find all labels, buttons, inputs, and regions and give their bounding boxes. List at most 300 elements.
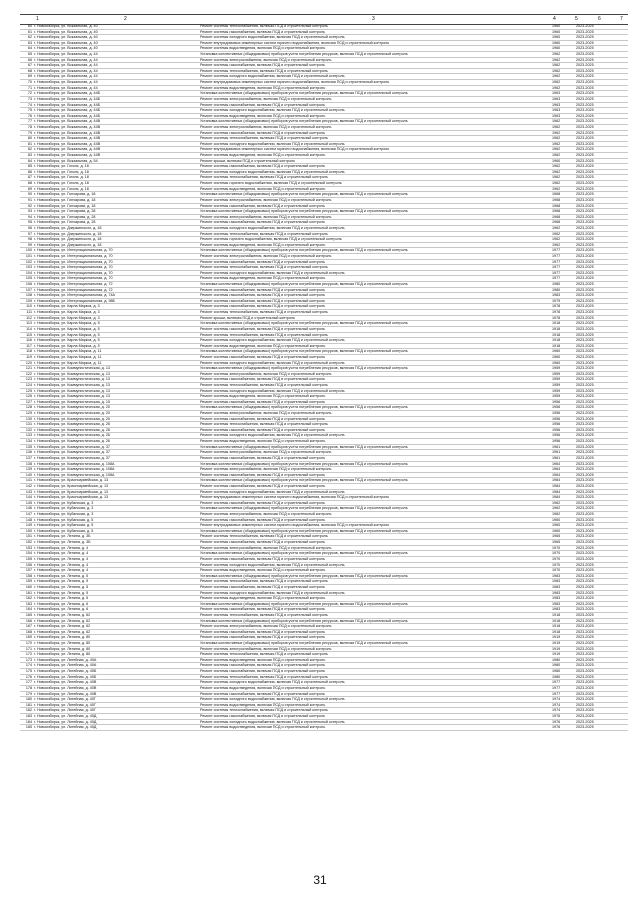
row-address: г. Новосибирск, ул. Гоголя, д. 18 xyxy=(34,181,89,186)
row-year: 1977 xyxy=(552,265,561,270)
row-year: 1962 xyxy=(552,85,561,90)
row-work-type: Ремонт системы водоотведения, включая ПСД и строительный контроль xyxy=(200,394,326,399)
row-address: г. Новосибирск, ул. Литейная, д. 40Б xyxy=(34,674,97,679)
row-work-type: Ремонт системы водоотведения, включая ПСД и строительный контроль xyxy=(200,568,326,573)
row-address: г. Новосибирск, ул. Дзержинского, д. 18 xyxy=(34,225,102,230)
row-work-type: Ремонт системы газоснабжения, включая ПСД и строительный контроль xyxy=(200,298,325,303)
header-col-3: 3 xyxy=(372,16,375,22)
row-work-type: Ремонт системы теплоснабжения, включая ПСД и строительный контроль xyxy=(200,231,328,236)
row-year: 1978 xyxy=(552,315,561,320)
row-work-type: Ремонт системы теплоснабжения, включая ПСД и строительный контроль xyxy=(200,708,328,713)
row-address: г. Новосибирск, ул. Коммунистическая, д. 20 xyxy=(34,405,110,410)
row-period: 2023-2025 xyxy=(576,383,594,387)
row-work-type: Ремонт системы теплоснабжения, включая ПСД и строительный контроль xyxy=(200,652,328,657)
row-work-type: Ремонт системы электроснабжения, включая ПСД и строительный контроль xyxy=(200,253,332,258)
row-work-type: Ремонт системы газоснабжения, включая ПСД и строительный контроль xyxy=(200,483,325,488)
row-number: 173 xyxy=(25,657,32,662)
table-body xyxy=(20,24,628,731)
row-work-type: Ремонт системы электроснабжения, включая ПСД и строительный контроль xyxy=(200,124,332,129)
row-number: 93 xyxy=(27,209,32,214)
row-address: г. Новосибирск, ул. Ленина, д. 80 xyxy=(34,646,91,651)
row-period: 2023-2025 xyxy=(576,534,594,539)
row-number: 72 xyxy=(27,91,32,96)
row-work-type: Ремонт системы газоснабжения, включая ПСД и строительный контроль xyxy=(200,354,325,359)
row-work-type: Ремонт системы холодного водоснабжения, включая ПСД и строительный контроль xyxy=(200,225,345,230)
row-year: 1918 xyxy=(552,332,561,337)
row-address: г. Новосибирск, ул. Коммунистическая, д. 20 xyxy=(34,416,110,421)
row-year: 1983 xyxy=(552,590,561,595)
header-col-4: 4 xyxy=(553,16,556,22)
row-year: 1918 xyxy=(552,612,561,617)
row-year: 1965 xyxy=(552,534,561,539)
row-year: 1919 xyxy=(552,652,561,657)
row-year: 1977 xyxy=(552,270,561,275)
row-period: 2023-2025 xyxy=(576,725,594,730)
row-year: 1962 xyxy=(552,147,561,152)
row-period: 2023-2025 xyxy=(576,119,594,124)
row-work-type: Ремонт внутридомовых инженерных систем горячего водоснабжения, включая ПСД и строительный контроль xyxy=(200,523,390,528)
row-address: г. Новосибирск, ул. Вокзальная, д. 44В xyxy=(34,136,101,141)
row-number: 114 xyxy=(26,326,32,331)
row-year: 1919 xyxy=(552,641,561,646)
row-work-type: Установка коллективных (общедомовых) приборов учета потребления ресурсов, включая ПСД и строительный контроль xyxy=(200,321,408,326)
row-number: 100 xyxy=(25,248,32,253)
row-address: г. Новосибирск, ул. Вокзальная, д. 40 xyxy=(34,29,98,34)
row-period: 2023-2025 xyxy=(576,197,594,202)
row-address: г. Новосибирск, ул. Ленина, д. 5 xyxy=(34,584,89,589)
row-period: 2023-2025 xyxy=(576,141,594,146)
row-year: 1963 xyxy=(552,91,561,96)
row-address: г. Новосибирск, ул. Кубанская, д. 3 xyxy=(34,512,94,517)
row-year: 1919 xyxy=(552,646,561,651)
row-year: 1963 xyxy=(552,113,561,118)
row-work-type: Ремонт системы электроснабжения, включая ПСД и строительный контроль xyxy=(200,96,332,101)
row-year: 1980 xyxy=(552,663,561,668)
row-period: 2023-2025 xyxy=(576,158,594,163)
row-year: 1962 xyxy=(552,74,561,79)
row-work-type: Установка коллективных (общедомовых) приборов учета потребления ресурсов, включая ПСД и строительный контроль xyxy=(200,119,408,124)
row-number: 179 xyxy=(25,691,32,696)
row-address: г. Новосибирск, ул. Вокзальная, д. 44 xyxy=(34,57,98,62)
row-work-type: Ремонт системы газоснабжения, включая ПСД и строительный контроль xyxy=(200,203,325,208)
row-work-type: Ремонт системы теплоснабжения, включая ПСД и строительный контроль xyxy=(200,612,328,617)
row-period: 2023-2025 xyxy=(576,584,594,589)
row-year: 1962 xyxy=(552,186,561,191)
row-period: 2023-2025 xyxy=(576,304,594,309)
row-year: 1962 xyxy=(552,237,561,242)
row-period: 2023-2025 xyxy=(576,276,594,281)
row-period: 2023-2025 xyxy=(576,635,594,640)
row-work-type: Ремонт системы газоснабжения, включая ПСД и строительный контроль xyxy=(200,607,325,612)
row-address: г. Новосибирск, ул. Гоголя, д. 18 xyxy=(34,175,89,180)
row-number: 107 xyxy=(25,287,32,292)
row-year: 1960 xyxy=(552,35,561,40)
row-number: 153 xyxy=(25,545,32,550)
row-year: 1956 xyxy=(552,405,561,410)
row-address: г. Новосибирск, ул. Коммунистическая, д. 13 xyxy=(34,394,110,399)
row-work-type: Установка коллективных (общедомовых) приборов учета потребления ресурсов, включая ПСД и строительный контроль xyxy=(200,551,408,556)
row-year: 1984 xyxy=(552,483,561,488)
row-period: 2023-2025 xyxy=(576,130,594,135)
row-period: 2023-2025 xyxy=(576,685,594,690)
row-address: г. Новосибирск, ул. Кубанская, д. 3 xyxy=(34,500,94,505)
row-number: 163 xyxy=(25,601,32,606)
row-number: 139 xyxy=(25,467,32,472)
row-work-type: Ремонт системы холодного водоснабжения, включая ПСД и строительный контроль xyxy=(200,338,345,343)
row-work-type: Установка коллективных (общедомовых) приборов учета потребления ресурсов, включая ПСД и строительный контроль xyxy=(200,248,408,253)
row-number: 147 xyxy=(25,512,32,517)
row-address: г. Новосибирск, ул. Коммунистическая, д. 26 xyxy=(34,427,110,432)
row-address: г. Новосибирск, ул. Коммунистическая, д. 20 xyxy=(34,411,110,416)
row-number: 68 xyxy=(27,68,32,73)
row-year: 1977 xyxy=(552,276,561,281)
row-address: г. Новосибирск, ул. Интернациональная, д. 72 xyxy=(34,287,113,292)
row-year: 1983 xyxy=(552,596,561,601)
row-period: 2023-2025 xyxy=(576,298,594,303)
row-address: г. Новосибирск, ул. Гончарова, д. 18 xyxy=(34,197,96,202)
row-address: г. Новосибирск, ул. Интернациональная, д. 70 xyxy=(34,265,113,270)
row-period: 2023-2025 xyxy=(576,674,594,679)
row-period: 2023-2025 xyxy=(576,35,594,40)
row-work-type: Установка коллективных (общедомовых) приборов учета потребления ресурсов, включая ПСД и строительный контроль xyxy=(200,209,408,214)
row-year: 1962 xyxy=(552,141,561,146)
row-work-type: Ремонт системы газоснабжения, включая ПСД и строительный контроль xyxy=(200,427,325,432)
row-work-type: Ремонт системы газоснабжения, включая ПСД и строительный контроль xyxy=(200,540,325,545)
row-period: 2023-2025 xyxy=(576,371,594,376)
row-period: 2023-2025 xyxy=(576,209,594,214)
row-number: 112 xyxy=(26,315,32,320)
row-work-type: Ремонт системы горячего водоснабжения, включая ПСД и строительный контроль xyxy=(200,181,342,186)
row-number: 108 xyxy=(25,293,32,298)
row-work-type: Ремонт системы газоснабжения, включая ПСД и строительный контроль xyxy=(200,669,325,674)
row-work-type: Ремонт системы газоснабжения, включая ПСД и строительный контроль xyxy=(200,63,325,68)
row-work-type: Ремонт системы теплоснабжения, включая ПСД и строительный контроль xyxy=(200,579,328,584)
row-number: 106 xyxy=(25,282,32,287)
row-address: г. Новосибирск, ул. Коммунистическая, д. 13 xyxy=(34,377,110,382)
row-number: 160 xyxy=(25,584,32,589)
row-work-type: Ремонт системы газоснабжения, включая ПСД и строительный контроль xyxy=(200,691,325,696)
row-year: 1960 xyxy=(552,517,561,522)
row-work-type: Ремонт системы водоотведения, включая ПСД и строительный контроль xyxy=(200,113,326,118)
row-year: 1959 xyxy=(552,366,561,371)
row-period: 2023-2025 xyxy=(576,343,594,348)
row-address: г. Новосибирск, ул. Коммунистическая, д. 37 xyxy=(34,450,110,455)
page-number: 31 xyxy=(313,873,327,887)
row-work-type: Ремонт системы водоотведения, включая ПСД и строительный контроль xyxy=(200,276,326,281)
header-col-1: 1 xyxy=(36,16,39,22)
row-work-type: Ремонт системы электроснабжения, включая ПСД и строительный контроль xyxy=(200,545,332,550)
row-address: г. Новосибирск, ул. Ленина, д. 3Б xyxy=(34,534,91,539)
row-number: 168 xyxy=(25,629,32,634)
row-period: 2023-2025 xyxy=(576,248,594,253)
row-address: г. Новосибирск, ул. Коммунистическая, д. 26 xyxy=(34,439,110,444)
row-year: 1968 xyxy=(552,197,561,202)
row-number: 78 xyxy=(27,124,32,129)
row-period: 2023-2025 xyxy=(576,483,594,488)
row-number: 129 xyxy=(25,411,32,416)
row-period: 2023-2025 xyxy=(576,225,594,230)
row-period: 2023-2025 xyxy=(576,321,594,326)
row-work-type: Ремонт системы водоотведения, включая ПСД и строительный контроль xyxy=(200,186,326,191)
row-number: 94 xyxy=(27,214,32,219)
row-number: 158 xyxy=(25,573,32,578)
row-address: г. Новосибирск, ул. Кубанская, д. 5 xyxy=(34,523,94,528)
row-number: 152 xyxy=(25,540,32,545)
row-number: 169 xyxy=(25,635,32,640)
row-period: 2023-2025 xyxy=(576,702,594,707)
row-period: 2023-2025 xyxy=(576,136,594,141)
row-period: 2023-2025 xyxy=(576,108,594,113)
row-period: 2023-2025 xyxy=(576,40,594,45)
row-number: 167 xyxy=(25,624,32,629)
row-work-type: Ремонт внутридомовых инженерных систем горячего водоснабжения, включая ПСД и строительный контроль xyxy=(200,147,390,152)
row-period: 2023-2025 xyxy=(576,540,594,545)
row-number: 185 xyxy=(25,725,32,730)
table-row xyxy=(20,725,628,731)
row-work-type: Ремонт системы газоснабжения, включая ПСД и строительный контроль xyxy=(200,455,325,460)
row-work-type: Установка коллективных (общедомовых) приборов учета потребления ресурсов, включая ПСД и строительный контроль xyxy=(200,641,408,646)
row-year: 1962 xyxy=(552,242,561,247)
row-period: 2023-2025 xyxy=(576,455,594,460)
header-col-6: 6 xyxy=(598,16,601,22)
row-number: 90 xyxy=(27,192,32,197)
row-year: 1956 xyxy=(552,427,561,432)
row-number: 142 xyxy=(25,483,32,488)
row-period: 2023-2025 xyxy=(576,237,594,242)
row-period: 2023-2025 xyxy=(576,282,594,287)
row-work-type: Установка коллективных (общедомовых) приборов учета потребления ресурсов, включая ПСД и строительный контроль xyxy=(200,192,408,197)
row-period: 2023-2025 xyxy=(576,203,594,208)
row-period: 2023-2025 xyxy=(576,579,594,584)
row-number: 121 xyxy=(25,366,32,371)
row-year: 1983 xyxy=(552,607,561,612)
row-address: г. Новосибирск, ул. Литейная, д. 40Д xyxy=(34,713,97,718)
row-year: 1962 xyxy=(552,57,561,62)
row-address: г. Новосибирск, ул. Ленина, д. 62 xyxy=(34,618,91,623)
row-address: г. Новосибирск, ул. Карла Маркса, д. 5 xyxy=(34,326,100,331)
row-number: 73 xyxy=(27,96,32,101)
row-period: 2023-2025 xyxy=(576,332,594,337)
row-work-type: Ремонт системы теплоснабжения, включая ПСД и строительный контроль xyxy=(200,332,328,337)
row-year: 1961 xyxy=(552,455,561,460)
row-year: 1974 xyxy=(552,702,561,707)
row-year: 1962 xyxy=(552,119,561,124)
row-year: 1984 xyxy=(552,478,561,483)
row-number: 69 xyxy=(27,74,32,79)
row-work-type: Ремонт системы холодного водоснабжения, включая ПСД и строительный контроль xyxy=(200,35,345,40)
row-address: г. Новосибирск, ул. Вокзальная, д. 44В xyxy=(34,119,101,124)
row-address: г. Новосибирск, ул. Коммунистическая, д. 37 xyxy=(34,444,110,449)
row-period: 2023-2025 xyxy=(576,624,594,629)
row-work-type: Ремонт системы теплоснабжения, включая ПСД и строительный контроль xyxy=(200,24,328,28)
row-period: 2023-2025 xyxy=(576,523,594,528)
row-address: г. Новосибирск, ул. Интернациональная, д. 70 xyxy=(34,270,113,275)
row-number: 66 xyxy=(27,57,32,62)
row-address: г. Новосибирск, ул. Литейная, д. 40В xyxy=(34,685,97,690)
row-address: г. Новосибирск, ул. Гончарова, д. 28 xyxy=(34,209,96,214)
row-address: г. Новосибирск, ул. Интернациональная, д. 98Б xyxy=(34,298,115,303)
row-period: 2023-2025 xyxy=(576,556,594,561)
row-period: 2023-2025 xyxy=(576,450,594,455)
row-period: 2023-2025 xyxy=(576,719,594,724)
row-number: 89 xyxy=(27,186,32,191)
row-year: 1962 xyxy=(552,225,561,230)
row-address: г. Новосибирск, ул. Ленина, д. 4 xyxy=(34,568,89,573)
row-period: 2023-2025 xyxy=(576,506,594,511)
row-period: 2023-2025 xyxy=(576,147,594,152)
header-col-2: 2 xyxy=(124,16,127,22)
row-year: 1962 xyxy=(552,153,561,158)
row-number: 125 xyxy=(25,388,32,393)
row-work-type: Ремонт системы газоснабжения, включая ПСД и строительный контроль xyxy=(200,29,325,34)
row-year: 1970 xyxy=(552,562,561,567)
row-year: 1959 xyxy=(552,388,561,393)
row-work-type: Ремонт системы электроснабжения, включая ПСД и строительный контроль xyxy=(200,512,332,517)
row-year: 1961 xyxy=(552,444,561,449)
row-number: 184 xyxy=(25,719,32,724)
row-address: г. Новосибирск, ул. Коммунистическая, д. 26 xyxy=(34,433,110,438)
row-period: 2023-2025 xyxy=(576,708,594,713)
row-period: 2023-2025 xyxy=(576,568,594,573)
row-year: 1983 xyxy=(552,293,561,298)
row-address: г. Новосибирск, ул. Карла Маркса, д. 11 xyxy=(34,360,102,365)
row-year: 1962 xyxy=(552,175,561,180)
row-work-type: Ремонт системы теплоснабжения, включая ПСД и строительный контроль xyxy=(200,534,328,539)
row-year: 1918 xyxy=(552,629,561,634)
row-address: г. Новосибирск, ул. Ленина, д. 80 xyxy=(34,635,91,640)
row-address: г. Новосибирск, ул. Ленина, д. 6 xyxy=(34,601,89,606)
row-period: 2023-2025 xyxy=(576,590,594,595)
row-number: 138 xyxy=(25,461,32,466)
row-number: 165 xyxy=(25,612,32,617)
row-address: г. Новосибирск, ул. Вокзальная, д. 44Б xyxy=(34,96,101,101)
row-number: 103 xyxy=(25,265,32,270)
row-number: 180 xyxy=(25,697,32,702)
row-number: 92 xyxy=(27,203,32,208)
row-number: 95 xyxy=(27,220,32,225)
row-period: 2023-2025 xyxy=(576,641,594,646)
row-period: 2023-2025 xyxy=(576,427,594,432)
row-address: г. Новосибирск, ул. Карла Маркса, д. 5 xyxy=(34,332,100,337)
row-number: 102 xyxy=(25,259,32,264)
row-work-type: Ремонт системы водоотведения, включая ПСД и строительный контроль xyxy=(200,439,326,444)
row-year: 1962 xyxy=(552,68,561,73)
row-year: 1977 xyxy=(552,248,561,253)
row-address: г. Новосибирск, ул. Карла Маркса, д. 11 xyxy=(34,349,102,354)
row-year: 1977 xyxy=(552,680,561,685)
row-year: 1983 xyxy=(552,584,561,589)
row-work-type: Установка коллективных (общедомовых) приборов учета потребления ресурсов, включая ПСД и строительный контроль xyxy=(200,91,408,96)
row-period: 2023-2025 xyxy=(576,467,594,472)
row-address: г. Новосибирск, ул. Кубанская, д. 5 xyxy=(34,517,94,522)
row-number: 91 xyxy=(27,197,32,202)
row-work-type: Установка коллективных (общедомовых) приборов учета потребления ресурсов, включая ПСД и строительный контроль xyxy=(200,461,408,466)
row-work-type: Ремонт системы теплоснабжения, включая ПСД и строительный контроль xyxy=(200,422,328,427)
row-year: 1962 xyxy=(552,164,561,169)
row-year: 1984 xyxy=(552,495,561,500)
row-period: 2023-2025 xyxy=(576,596,594,601)
row-work-type: Установка коллективных (общедомовых) приборов учета потребления ресурсов, включая ПСД и строительный контроль xyxy=(200,506,408,511)
row-work-type: Ремонт системы холодного водоснабжения, включая ПСД и строительный контроль xyxy=(200,590,345,595)
row-period: 2023-2025 xyxy=(576,478,594,483)
row-number: 104 xyxy=(25,270,32,275)
row-period: 2023-2025 xyxy=(576,691,594,696)
row-address: г. Новосибирск, ул. Гоголя, д. 18 xyxy=(34,169,89,174)
row-work-type: Ремонт системы газоснабжения, включая ПСД и строительный контроль xyxy=(200,416,325,421)
row-year: 1962 xyxy=(552,124,561,129)
row-address: г. Новосибирск, ул. Коммунистическая, д. 108А xyxy=(34,472,115,477)
row-period: 2023-2025 xyxy=(576,287,594,292)
row-work-type: Установка коллективных (общедомовых) приборов учета потребления ресурсов, включая ПСД и строительный контроль xyxy=(200,528,408,533)
row-address: г. Новосибирск, ул. Литейная, д. 40Д xyxy=(34,719,97,724)
row-number: 117 xyxy=(26,343,32,348)
row-year: 1959 xyxy=(552,394,561,399)
row-number: 170 xyxy=(25,641,32,646)
row-work-type: Ремонт системы теплоснабжения, включая ПСД и строительный контроль xyxy=(200,383,328,387)
row-period: 2023-2025 xyxy=(576,551,594,556)
row-address: г. Новосибирск, ул. Коммунистическая, д. 13 xyxy=(34,388,110,393)
row-work-type: Ремонт системы газоснабжения, включая ПСД и строительный контроль xyxy=(200,326,325,331)
row-year: 1960 xyxy=(552,29,561,34)
row-period: 2023-2025 xyxy=(576,601,594,606)
row-year: 1956 xyxy=(552,416,561,421)
row-address: г. Новосибирск, ул. Вокзальная, д. 44В xyxy=(34,147,101,152)
row-number: 101 xyxy=(25,253,32,258)
row-period: 2023-2025 xyxy=(576,57,594,62)
row-number: 70 xyxy=(27,80,32,85)
row-year: 1977 xyxy=(552,259,561,264)
row-work-type: Ремонт системы теплоснабжения, включая ПСД и строительный контроль xyxy=(200,674,328,679)
row-work-type: Ремонт системы теплоснабжения, включая ПСД и строительный контроль xyxy=(200,175,328,180)
row-number: 131 xyxy=(25,422,32,427)
row-work-type: Установка коллективных (общедомовых) приборов учета потребления ресурсов, включая ПСД и строительный контроль xyxy=(200,366,408,371)
row-work-type: Ремонт крыши, включая ПСД и строительный контроль xyxy=(200,158,295,163)
row-year: 1960 xyxy=(552,354,561,359)
row-address: г. Новосибирск, ул. Кубанская, д. 5 xyxy=(34,528,94,533)
row-year: 1960 xyxy=(552,523,561,528)
row-work-type: Ремонт системы холодного водоснабжения, включая ПСД и строительный контроль xyxy=(200,108,345,113)
row-address: г. Новосибирск, ул. Вокзальная, д. 44Б xyxy=(34,91,101,96)
row-address: г. Новосибирск, ул. Интернациональная, д. 70 xyxy=(34,253,113,258)
row-year: 1964 xyxy=(552,461,561,466)
row-period: 2023-2025 xyxy=(576,562,594,567)
row-period: 2023-2025 xyxy=(576,607,594,612)
row-period: 2023-2025 xyxy=(576,80,594,85)
row-address: г. Новосибирск, ул. Литейная, д. 40Г xyxy=(34,697,96,702)
row-work-type: Ремонт системы газоснабжения, включая ПСД и строительный контроль xyxy=(200,584,325,589)
row-number: 178 xyxy=(25,685,32,690)
row-period: 2023-2025 xyxy=(576,186,594,191)
row-period: 2023-2025 xyxy=(576,153,594,158)
row-number: 85 xyxy=(27,164,32,169)
row-year: 1978 xyxy=(552,304,561,309)
row-year: 1976 xyxy=(552,719,561,724)
row-work-type: Ремонт системы электроснабжения, включая ПСД и строительный контроль xyxy=(200,411,332,416)
row-work-type: Ремонт системы холодного водоснабжения, включая ПСД и строительный контроль xyxy=(200,388,345,393)
row-work-type: Ремонт системы теплоснабжения, включая ПСД и строительный контроль xyxy=(200,136,328,141)
row-work-type: Ремонт системы газоснабжения, включая ПСД и строительный контроль xyxy=(200,635,325,640)
row-period: 2023-2025 xyxy=(576,461,594,466)
row-number: 81 xyxy=(27,141,32,146)
row-year: 1963 xyxy=(552,108,561,113)
row-address: г. Новосибирск, ул. Вокзальная, д. 44 xyxy=(34,63,98,68)
row-number: 120 xyxy=(25,360,32,365)
row-work-type: Ремонт системы газоснабжения, включая ПСД и строительный контроль xyxy=(200,102,325,107)
row-period: 2023-2025 xyxy=(576,360,594,365)
row-number: 135 xyxy=(25,444,32,449)
row-number: 97 xyxy=(27,231,32,236)
row-work-type: Ремонт системы теплоснабжения, включая ПСД и строительный контроль xyxy=(200,68,328,73)
